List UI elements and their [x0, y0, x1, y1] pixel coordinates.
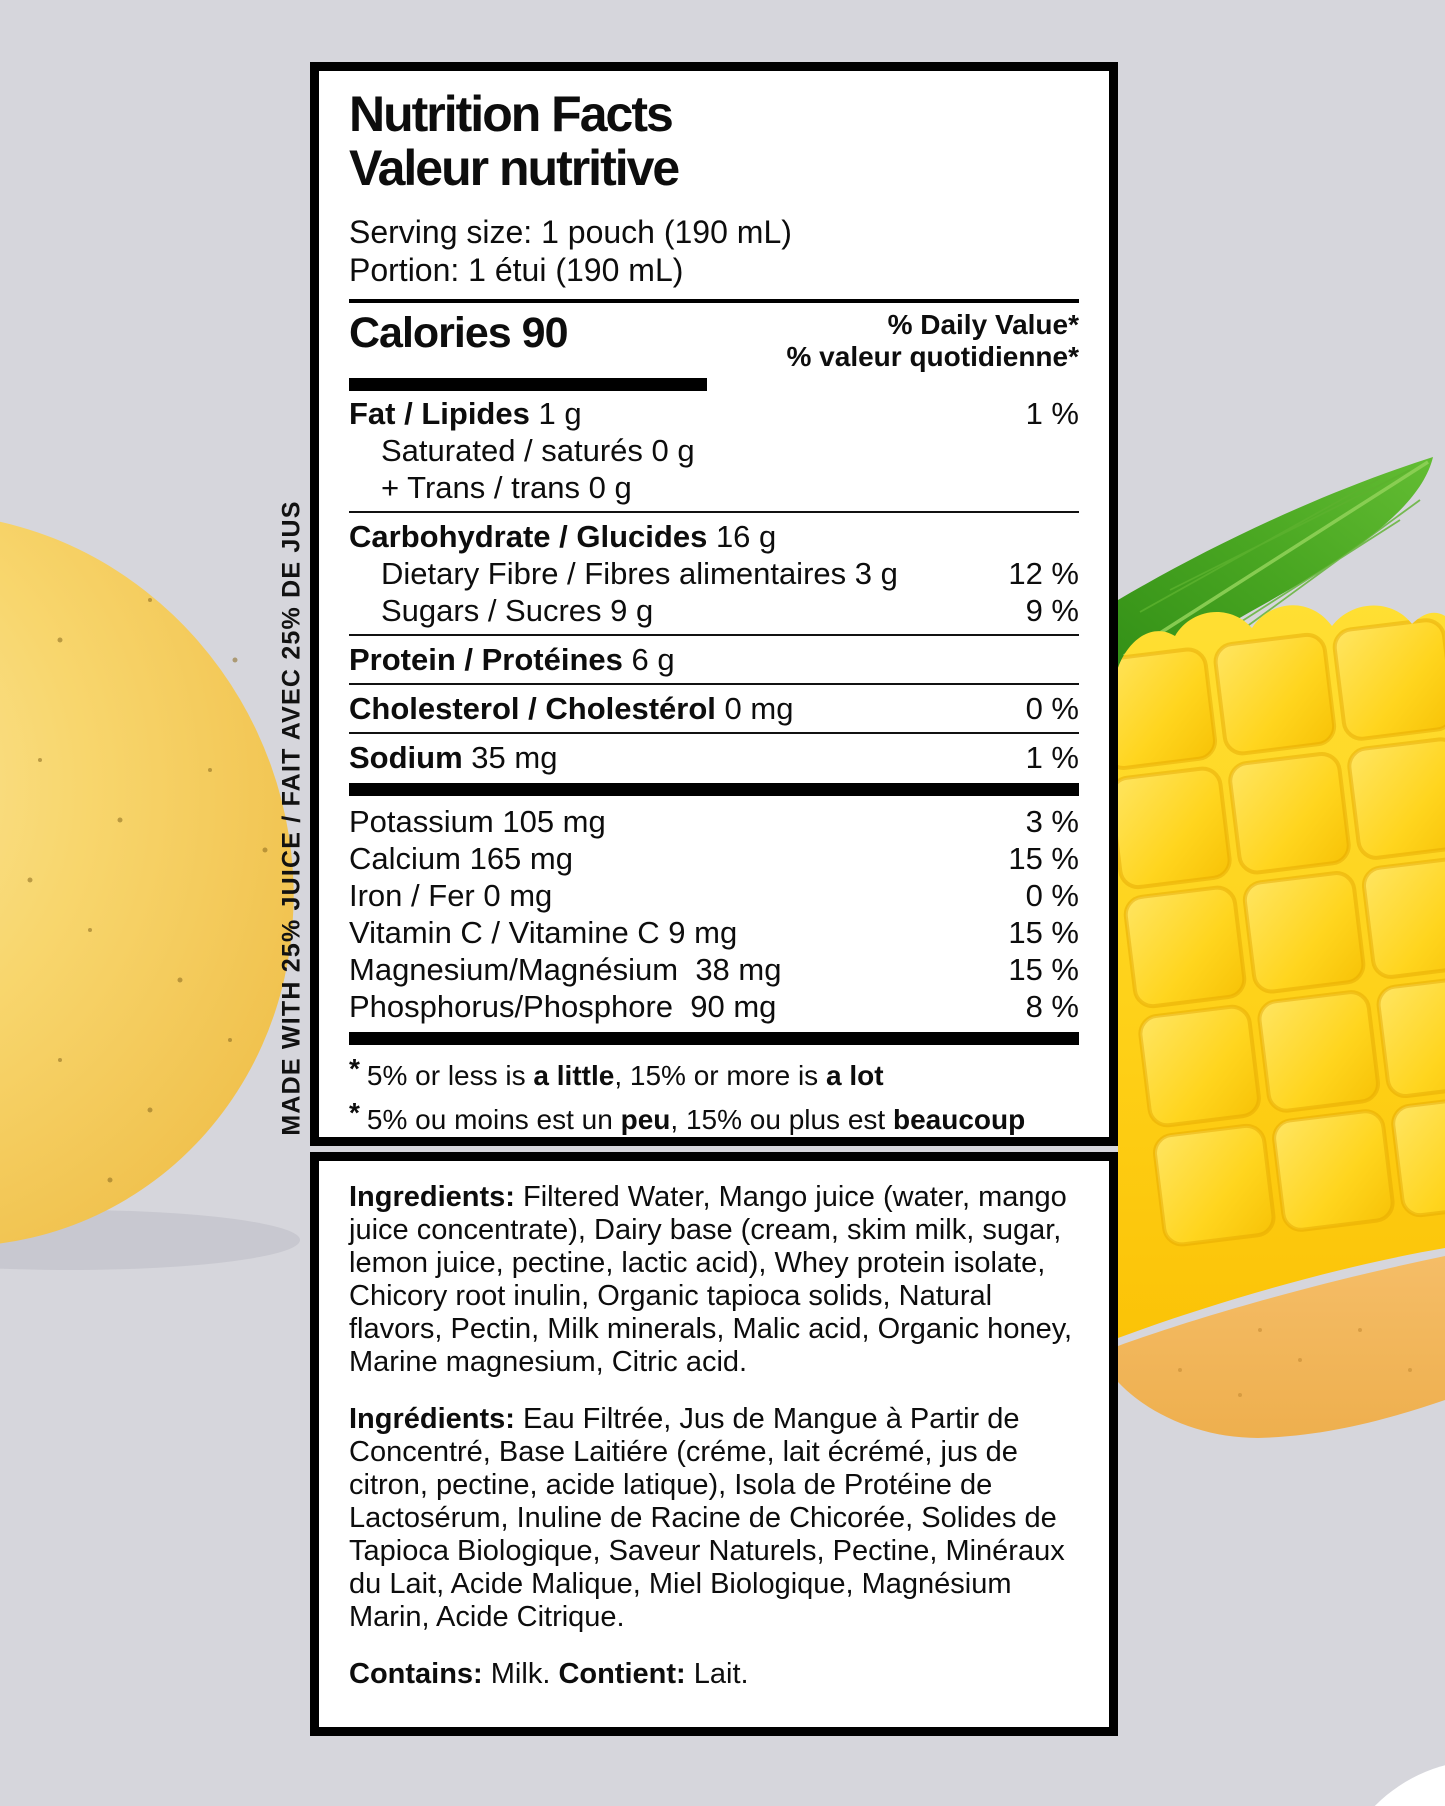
nutrient-percent: 1 %: [1025, 740, 1079, 775]
serving-size-en: Serving size: 1 pouch (190 mL): [349, 214, 792, 250]
footnotes: [349, 1052, 1079, 1137]
nutrient-percent: 9 %: [1025, 593, 1079, 628]
daily-value-footnote: * 5% or less is a little, 15% or more is a lot: [349, 1053, 884, 1091]
divider: [349, 634, 1079, 636]
nutrient-row: [349, 914, 1079, 951]
nutrient-label: Potassium 105 mg: [349, 804, 606, 839]
nutrient-row: [349, 840, 1079, 877]
corner-white-shape: [1330, 1760, 1445, 1806]
contains-statement: Contains: Milk. Contient: Lait.: [349, 1658, 749, 1690]
ingredients-en: Ingredients: Filtered Water, Mango juice (water, mango juice concentrate), Dairy base (cream, skim milk, sugar, lemon juice, pectine, lactic acid), Whey protein isolate, Chicory root inulin, Organic tapioca solids, Natural flavors, Pectin, Milk minerals, Malic acid, Organic honey, Marine magnesium, Citric acid.: [349, 1181, 1073, 1378]
nutrient-percent: 0 %: [1025, 691, 1079, 726]
nutrient-row: [349, 988, 1079, 1025]
nutrient-label: Carbohydrate / Glucides 16 g: [349, 519, 777, 554]
ingredients-panel: [310, 1152, 1118, 1736]
nutrient-row: [349, 877, 1079, 914]
nutrient-label: Protein / Protéines 6 g: [349, 642, 675, 677]
nutrient-label: Iron / Fer 0 mg: [349, 878, 553, 913]
nutrient-label: Cholesterol / Cholestérol 0 mg: [349, 691, 794, 726]
nutrient-percent: 12 %: [1008, 556, 1079, 591]
nutrient-label: Fat / Lipides 1 g: [349, 396, 582, 431]
asterisk: *: [349, 1053, 360, 1084]
nutrient-percent: 3 %: [1025, 804, 1079, 839]
calories-underbar: [349, 378, 707, 391]
nutrient-label: Phosphorus/Phosphore 90 mg: [349, 989, 777, 1024]
serving-size-fr: Portion: 1 étui (190 mL): [349, 252, 684, 288]
nutrient-row: [349, 469, 1079, 506]
asterisk: *: [349, 1097, 360, 1128]
cut-mango-photo: [1094, 605, 1445, 1438]
ingredients-fr: Ingrédients: Eau Filtrée, Jus de Mangue à Partir de Concentré, Base Laitiére (créme, lait écrémé, jus de citron, pectine, acide latique), Isola de Protéine de Lactosérum, Inuline de Racine de Chicorée, Solides de Tapioca Biologique, Saveur Naturels, Pectine, Minéraux du Lait, Acide Malique, Miel Biologique, Magnésium Marin, Acide Citrique.: [349, 1403, 1065, 1633]
calories-line: Calories 90: [349, 309, 568, 357]
nutrient-label: Magnesium/Magnésium 38 mg: [349, 952, 782, 987]
nutrient-label: + Trans / trans 0 g: [381, 470, 632, 505]
nutrient-percent: 15 %: [1008, 841, 1079, 876]
nutrient-row: [349, 432, 1079, 469]
nutrient-label: Saturated / saturés 0 g: [381, 433, 695, 468]
nutrition-title-en: Nutrition Facts: [349, 86, 672, 142]
daily-value-footnote: * 5% ou moins est un peu, 15% ou plus est beaucoup: [349, 1097, 1026, 1135]
nutrient-row: [349, 803, 1079, 840]
nutrient-percent: 0 %: [1025, 878, 1079, 913]
nutrient-row: [349, 739, 1079, 776]
nutrient-row: [349, 592, 1079, 629]
nutrition-facts-panel: [310, 62, 1118, 1146]
nutrient-row: [349, 555, 1079, 592]
nutrient-percent: 8 %: [1025, 989, 1079, 1024]
nutrition-title-fr: Valeur nutritive: [349, 140, 679, 196]
nutrient-label: Calcium 165 mg: [349, 841, 573, 876]
divider: [349, 783, 1079, 796]
nutrient-percent: 15 %: [1008, 915, 1079, 950]
nutrient-label: Sodium 35 mg: [349, 740, 558, 775]
divider: [349, 511, 1079, 513]
nutrient-label: Vitamin C / Vitamine C 9 mg: [349, 915, 738, 950]
nutrient-label: Sugars / Sucres 9 g: [381, 593, 654, 628]
nutrient-row: [349, 690, 1079, 727]
nutrient-label: Dietary Fibre / Fibres alimentaires 3 g: [381, 556, 898, 591]
divider: [349, 683, 1079, 685]
nutrient-row: [349, 518, 1079, 555]
made-with-juice-claim: MADE WITH 25% JUICE / FAIT AVEC 25% DE JUS: [277, 500, 306, 1136]
divider: [349, 1032, 1079, 1045]
nutrient-percent: 15 %: [1008, 952, 1079, 987]
nutrient-rows: [349, 395, 1079, 1045]
nutrient-row: [349, 641, 1079, 678]
nutrient-percent: 1 %: [1025, 396, 1079, 431]
daily-value-header: % Daily Value* % valeur quotidienne*: [786, 309, 1079, 372]
nutrient-row: [349, 395, 1079, 432]
divider: [349, 299, 1079, 303]
divider: [349, 732, 1079, 734]
nutrient-row: [349, 951, 1079, 988]
